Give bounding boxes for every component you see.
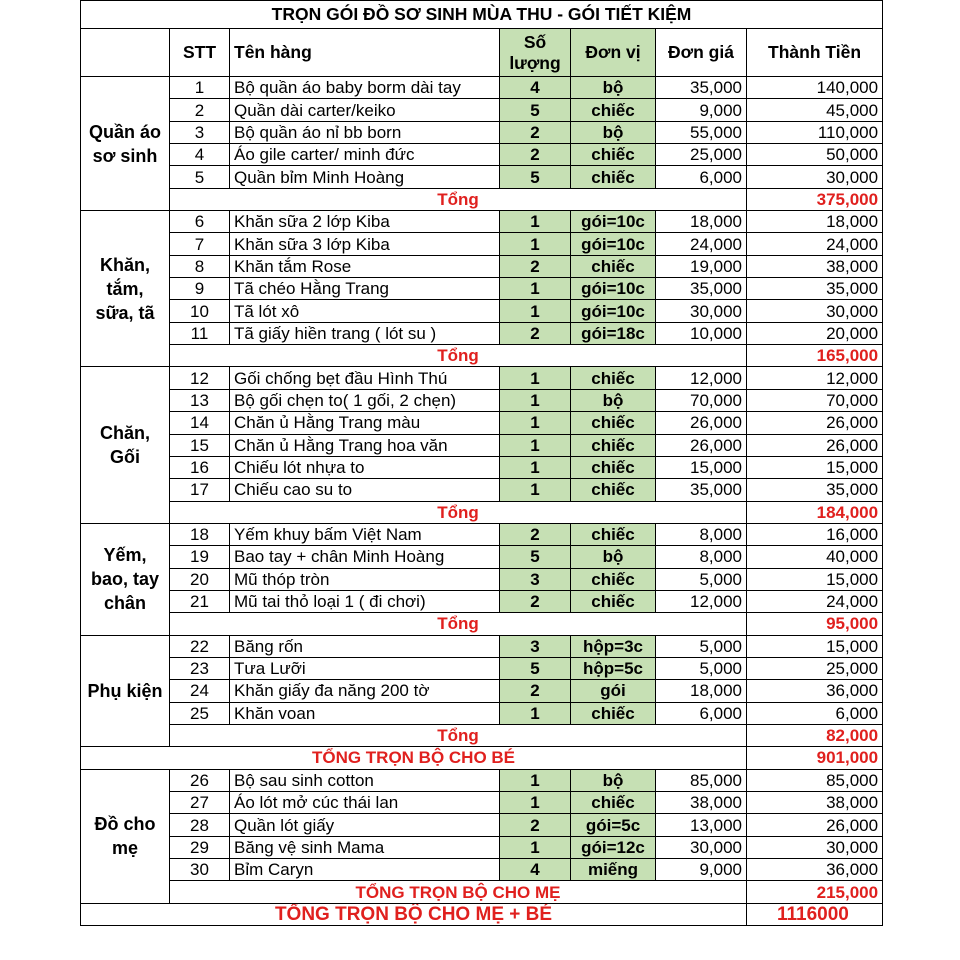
item-stt: 19 — [170, 546, 230, 568]
table-row — [81, 367, 883, 389]
item-unit: miếng — [571, 859, 656, 881]
item-qty: 4 — [500, 859, 571, 881]
item-name: Mũ thóp tròn — [230, 568, 500, 590]
item-unit: chiếc — [571, 523, 656, 545]
item-qty: 1 — [500, 278, 571, 300]
subtotal-row — [81, 345, 883, 367]
mom-total-label: TỔNG TRỌN BỘ CHO MẸ — [170, 881, 747, 903]
item-total: 30,000 — [747, 836, 883, 858]
subtotal-label: Tổng — [170, 724, 747, 746]
item-stt: 28 — [170, 814, 230, 836]
item-price: 26,000 — [656, 412, 747, 434]
grand-total-row — [81, 903, 883, 925]
item-price: 6,000 — [656, 166, 747, 188]
item-name: Gối chống bẹt đầu Hình Thú — [230, 367, 500, 389]
item-total: 70,000 — [747, 389, 883, 411]
item-name: Băng vệ sinh Mama — [230, 836, 500, 858]
item-stt: 11 — [170, 322, 230, 344]
item-name: Khăn giấy đa năng 200 tờ — [230, 680, 500, 702]
item-unit: bộ — [571, 77, 656, 99]
item-unit: gói=10c — [571, 300, 656, 322]
item-unit: chiếc — [571, 255, 656, 277]
item-unit: gói=10c — [571, 233, 656, 255]
category-label: Yếm, bao, tay chân — [81, 523, 170, 635]
item-qty: 2 — [500, 322, 571, 344]
item-price: 15,000 — [656, 456, 747, 478]
item-price: 18,000 — [656, 680, 747, 702]
item-qty: 1 — [500, 702, 571, 724]
item-qty: 4 — [500, 77, 571, 99]
item-unit: hộp=3c — [571, 635, 656, 657]
item-stt: 6 — [170, 211, 230, 233]
item-qty: 5 — [500, 166, 571, 188]
header-price: Đơn giá — [656, 29, 747, 77]
table-row — [81, 523, 883, 545]
item-unit: gói=12c — [571, 836, 656, 858]
item-name: Khăn voan — [230, 702, 500, 724]
item-price: 12,000 — [656, 590, 747, 612]
item-total: 20,000 — [747, 322, 883, 344]
item-total: 16,000 — [747, 523, 883, 545]
item-name: Áo gile carter/ minh đức — [230, 144, 500, 166]
subtotal-row — [81, 613, 883, 635]
item-price: 55,000 — [656, 121, 747, 143]
table-row — [81, 300, 883, 322]
item-total: 110,000 — [747, 121, 883, 143]
item-qty: 2 — [500, 121, 571, 143]
item-stt: 30 — [170, 859, 230, 881]
category-label: Quần áo sơ sinh — [81, 77, 170, 211]
item-price: 9,000 — [656, 99, 747, 121]
item-qty: 1 — [500, 367, 571, 389]
item-total: 15,000 — [747, 635, 883, 657]
item-price: 5,000 — [656, 568, 747, 590]
item-price: 13,000 — [656, 814, 747, 836]
item-qty: 1 — [500, 456, 571, 478]
item-name: Bộ quần áo nỉ bb born — [230, 121, 500, 143]
item-stt: 8 — [170, 255, 230, 277]
item-qty: 3 — [500, 635, 571, 657]
header-unit: Đơn vị — [571, 29, 656, 77]
item-name: Quần bỉm Minh Hoàng — [230, 166, 500, 188]
item-qty: 2 — [500, 814, 571, 836]
subtotal-value: 95,000 — [747, 613, 883, 635]
item-price: 38,000 — [656, 792, 747, 814]
item-total: 15,000 — [747, 456, 883, 478]
item-stt: 24 — [170, 680, 230, 702]
item-total: 26,000 — [747, 434, 883, 456]
item-price: 35,000 — [656, 479, 747, 501]
category-label: Đồ cho mẹ — [81, 769, 170, 903]
item-stt: 4 — [170, 144, 230, 166]
item-stt: 25 — [170, 702, 230, 724]
item-total: 24,000 — [747, 233, 883, 255]
item-unit: gói=10c — [571, 278, 656, 300]
table-row — [81, 211, 883, 233]
item-stt: 9 — [170, 278, 230, 300]
item-qty: 1 — [500, 479, 571, 501]
item-name: Chiếu cao su to — [230, 479, 500, 501]
subtotal-row — [81, 724, 883, 746]
subtotal-label: Tổng — [170, 345, 747, 367]
item-unit: chiếc — [571, 144, 656, 166]
item-total: 35,000 — [747, 278, 883, 300]
item-total: 36,000 — [747, 680, 883, 702]
item-name: Tã lót xô — [230, 300, 500, 322]
item-total: 12,000 — [747, 367, 883, 389]
subtotal-label: Tổng — [170, 501, 747, 523]
item-price: 10,000 — [656, 322, 747, 344]
table-row — [81, 233, 883, 255]
header-blank — [81, 29, 170, 77]
header-name: Tên hàng — [230, 29, 500, 77]
subtotal-label: Tổng — [170, 188, 747, 210]
item-qty: 1 — [500, 412, 571, 434]
item-unit: chiếc — [571, 702, 656, 724]
item-stt: 27 — [170, 792, 230, 814]
item-name: Bỉm Caryn — [230, 859, 500, 881]
item-name: Chăn ủ Hằng Trang màu — [230, 412, 500, 434]
item-qty: 1 — [500, 769, 571, 791]
item-total: 26,000 — [747, 412, 883, 434]
item-name: Khăn sữa 3 lớp Kiba — [230, 233, 500, 255]
item-qty: 1 — [500, 836, 571, 858]
item-unit: bộ — [571, 769, 656, 791]
item-qty: 2 — [500, 680, 571, 702]
item-stt: 10 — [170, 300, 230, 322]
baby-total-row — [81, 747, 883, 769]
header-qty — [500, 29, 571, 77]
item-name: Tã giấy hiền trang ( lót su ) — [230, 322, 500, 344]
item-price: 35,000 — [656, 77, 747, 99]
item-qty: 5 — [500, 657, 571, 679]
table-row — [81, 434, 883, 456]
item-qty: 5 — [500, 546, 571, 568]
item-unit: chiếc — [571, 412, 656, 434]
item-qty: 2 — [500, 523, 571, 545]
item-total: 140,000 — [747, 77, 883, 99]
item-stt: 7 — [170, 233, 230, 255]
item-stt: 15 — [170, 434, 230, 456]
item-name: Chăn ủ Hằng Trang hoa văn — [230, 434, 500, 456]
sheet-title: TRỌN GÓI ĐỒ SƠ SINH MÙA THU - GÓI TIẾT KIỆM — [81, 1, 883, 29]
item-name: Tã chéo Hằng Trang — [230, 278, 500, 300]
item-price: 5,000 — [656, 657, 747, 679]
item-price: 9,000 — [656, 859, 747, 881]
item-unit: chiếc — [571, 99, 656, 121]
item-price: 30,000 — [656, 300, 747, 322]
mom-total-value: 215,000 — [747, 881, 883, 903]
item-unit: chiếc — [571, 166, 656, 188]
item-stt: 14 — [170, 412, 230, 434]
item-name: Mũ tai thỏ loại 1 ( đi chơi) — [230, 590, 500, 612]
subtotal-value: 184,000 — [747, 501, 883, 523]
item-name: Quần lót giấy — [230, 814, 500, 836]
item-stt: 1 — [170, 77, 230, 99]
item-unit: chiếc — [571, 456, 656, 478]
item-name: Khăn sữa 2 lớp Kiba — [230, 211, 500, 233]
item-price: 8,000 — [656, 523, 747, 545]
item-name: Bộ quần áo baby borm dài tay — [230, 77, 500, 99]
table-row — [81, 412, 883, 434]
subtotal-label: Tổng — [170, 613, 747, 635]
item-total: 36,000 — [747, 859, 883, 881]
item-stt: 21 — [170, 590, 230, 612]
item-total: 30,000 — [747, 166, 883, 188]
item-qty: 2 — [500, 590, 571, 612]
item-total: 40,000 — [747, 546, 883, 568]
item-stt: 26 — [170, 769, 230, 791]
category-label: Khăn, tắm, sữa, tã — [81, 211, 170, 367]
item-qty: 1 — [500, 792, 571, 814]
table-row — [81, 479, 883, 501]
item-name: Bộ gối chẹn to( 1 gối, 2 chẹn) — [230, 389, 500, 411]
item-qty: 1 — [500, 300, 571, 322]
item-name: Yếm khuy bấm Việt Nam — [230, 523, 500, 545]
subtotal-row — [81, 501, 883, 523]
item-stt: 20 — [170, 568, 230, 590]
table-row — [81, 389, 883, 411]
item-stt: 13 — [170, 389, 230, 411]
table-row — [81, 590, 883, 612]
item-stt: 5 — [170, 166, 230, 188]
item-total: 35,000 — [747, 479, 883, 501]
table-row — [81, 635, 883, 657]
baby-total-label: TỔNG TRỌN BỘ CHO BÉ — [81, 747, 747, 769]
item-stt: 23 — [170, 657, 230, 679]
table-row — [81, 680, 883, 702]
item-name: Chiếu lót nhựa to — [230, 456, 500, 478]
item-total: 38,000 — [747, 255, 883, 277]
table-row — [81, 769, 883, 791]
item-unit: gói=18c — [571, 322, 656, 344]
item-qty: 1 — [500, 389, 571, 411]
table-row — [81, 568, 883, 590]
table-row — [81, 322, 883, 344]
item-qty: 1 — [500, 434, 571, 456]
item-price: 12,000 — [656, 367, 747, 389]
header-qty-line1: Số — [523, 31, 547, 52]
item-unit: bộ — [571, 546, 656, 568]
item-price: 85,000 — [656, 769, 747, 791]
item-price: 24,000 — [656, 233, 747, 255]
header-qty-line2: lượng — [509, 52, 561, 73]
item-unit: hộp=5c — [571, 657, 656, 679]
item-price: 70,000 — [656, 389, 747, 411]
table-row — [81, 278, 883, 300]
item-total: 6,000 — [747, 702, 883, 724]
item-unit: chiếc — [571, 792, 656, 814]
item-price: 19,000 — [656, 255, 747, 277]
table-row — [81, 546, 883, 568]
table-row — [81, 456, 883, 478]
item-price: 26,000 — [656, 434, 747, 456]
item-name: Băng rốn — [230, 635, 500, 657]
item-unit: chiếc — [571, 367, 656, 389]
table-row — [81, 859, 883, 881]
subtotal-value: 82,000 — [747, 724, 883, 746]
item-unit: gói=5c — [571, 814, 656, 836]
item-unit: chiếc — [571, 590, 656, 612]
item-price: 8,000 — [656, 546, 747, 568]
item-price: 5,000 — [656, 635, 747, 657]
mom-total-row — [81, 881, 883, 903]
item-unit: bộ — [571, 121, 656, 143]
item-unit: gói — [571, 680, 656, 702]
category-label: Phụ kiện — [81, 635, 170, 747]
item-name: Bao tay + chân Minh Hoàng — [230, 546, 500, 568]
item-total: 25,000 — [747, 657, 883, 679]
header-total: Thành Tiền — [747, 29, 883, 77]
table-row — [81, 657, 883, 679]
category-label: Chăn, Gối — [81, 367, 170, 523]
subtotal-value: 375,000 — [747, 188, 883, 210]
item-qty: 2 — [500, 144, 571, 166]
item-total: 24,000 — [747, 590, 883, 612]
item-name: Bộ sau sinh cotton — [230, 769, 500, 791]
table-row — [81, 792, 883, 814]
subtotal-row — [81, 188, 883, 210]
item-unit: bộ — [571, 389, 656, 411]
item-qty: 1 — [500, 211, 571, 233]
item-unit: chiếc — [571, 479, 656, 501]
item-qty: 3 — [500, 568, 571, 590]
item-unit: gói=10c — [571, 211, 656, 233]
grand-total-label: TỔNG TRỌN BỘ CHO MẸ + BÉ — [81, 903, 747, 925]
item-price: 18,000 — [656, 211, 747, 233]
item-qty: 1 — [500, 233, 571, 255]
item-unit: chiếc — [571, 434, 656, 456]
table-row — [81, 166, 883, 188]
item-stt: 2 — [170, 99, 230, 121]
item-stt: 18 — [170, 523, 230, 545]
table-row — [81, 814, 883, 836]
item-stt: 12 — [170, 367, 230, 389]
item-unit: chiếc — [571, 568, 656, 590]
item-stt: 22 — [170, 635, 230, 657]
item-total: 18,000 — [747, 211, 883, 233]
item-price: 30,000 — [656, 836, 747, 858]
item-stt: 17 — [170, 479, 230, 501]
header-stt: STT — [170, 29, 230, 77]
item-stt: 16 — [170, 456, 230, 478]
item-price: 25,000 — [656, 144, 747, 166]
table-row — [81, 99, 883, 121]
item-total: 15,000 — [747, 568, 883, 590]
grand-total-value: 1116000 — [747, 903, 883, 925]
item-total: 26,000 — [747, 814, 883, 836]
item-stt: 29 — [170, 836, 230, 858]
item-qty: 5 — [500, 99, 571, 121]
item-stt: 3 — [170, 121, 230, 143]
subtotal-value: 165,000 — [747, 345, 883, 367]
table-row — [81, 836, 883, 858]
item-name: Tưa Lưỡi — [230, 657, 500, 679]
item-total: 38,000 — [747, 792, 883, 814]
item-price: 6,000 — [656, 702, 747, 724]
item-total: 30,000 — [747, 300, 883, 322]
item-name: Quần dài carter/keiko — [230, 99, 500, 121]
baby-total-value: 901,000 — [747, 747, 883, 769]
item-total: 50,000 — [747, 144, 883, 166]
price-sheet — [80, 0, 883, 926]
item-total: 45,000 — [747, 99, 883, 121]
item-total: 85,000 — [747, 769, 883, 791]
table-row — [81, 702, 883, 724]
item-name: Áo lót mở cúc thái lan — [230, 792, 500, 814]
item-qty: 2 — [500, 255, 571, 277]
table-row — [81, 255, 883, 277]
table-row — [81, 121, 883, 143]
table-row — [81, 77, 883, 99]
item-price: 35,000 — [656, 278, 747, 300]
table-row — [81, 144, 883, 166]
item-name: Khăn tắm Rose — [230, 255, 500, 277]
